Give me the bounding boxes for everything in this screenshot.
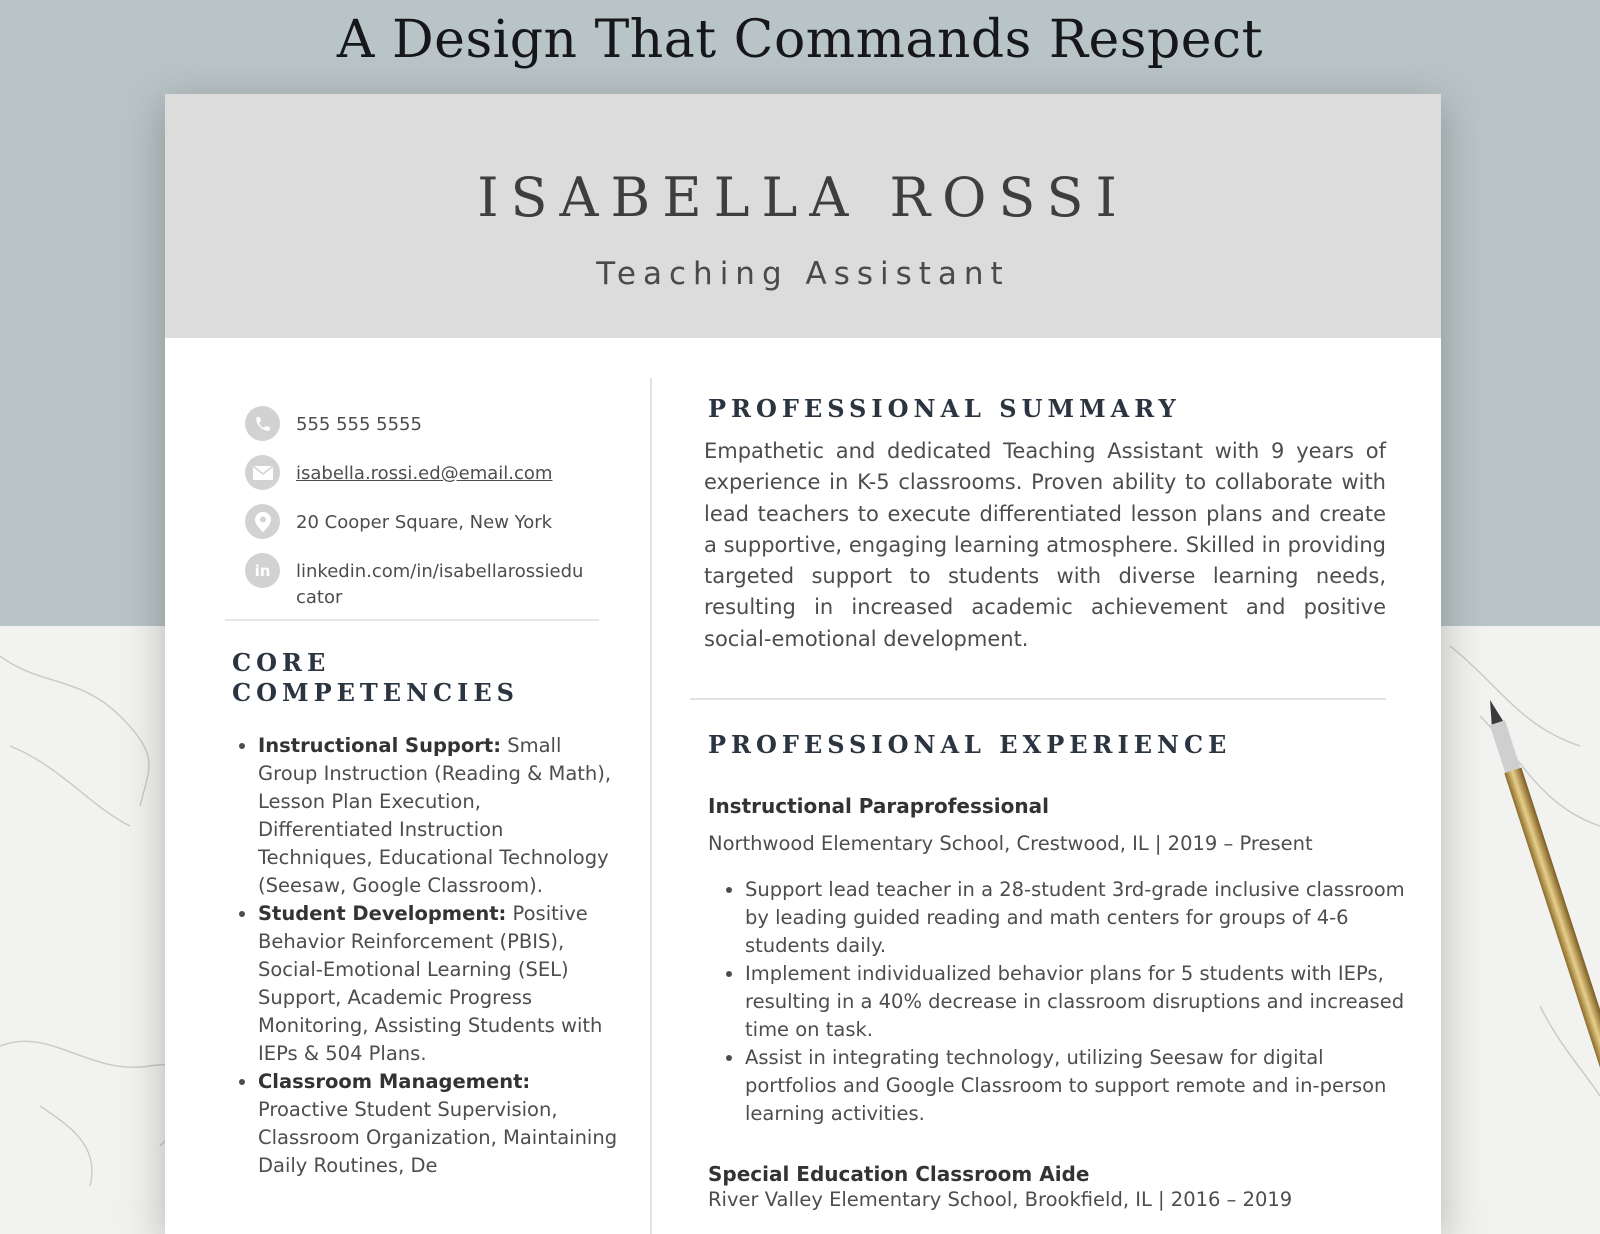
linkedin-url-line1: linkedin.com/in/isabellarossiedu: [296, 561, 584, 582]
banner-title: A Design That Commands Respect: [336, 10, 1264, 70]
linkedin-url-line2: cator: [296, 587, 343, 608]
summary-text: Empathetic and dedicated Teaching Assistant with 9 years of experience in K-5 classrooms. Proven ability to collaborate with lead teachers to execute differentiated lesson plans and create a supportive, engaging learning atmosphere. Skilled in providing targeted support to students with diverse learning needs, resulting in increased academic achievement and positive social-emotional development.: [704, 439, 1386, 651]
summary-heading: PROFESSIONAL SUMMARY: [708, 394, 1181, 423]
job-bullets: [708, 876, 1405, 1128]
pen-icon: [1470, 700, 1600, 1205]
list-item: [258, 1068, 618, 1180]
job-meta: Northwood Elementary School, Crestwood, IL | 2019 – Present: [708, 832, 1313, 855]
location-pin-icon: [245, 504, 280, 539]
competency-label: Student Development:: [258, 902, 507, 925]
contact-linkedin: [245, 553, 584, 611]
contact-phone: [245, 406, 575, 441]
job-title: Special Education Classroom Aide: [708, 1162, 1090, 1186]
competencies-heading-line2: COMPETENCIES: [232, 678, 519, 707]
candidate-name: ISABELLA ROSSI: [477, 166, 1129, 229]
contact-address: [245, 504, 575, 539]
list-item: • Implement individualized behavior plans for 5 students with IEPs, resulting in a 40% decrease in classroom disruptions and increased time on task.: [745, 960, 1405, 1044]
competency-label: Instructional Support:: [258, 734, 502, 757]
column-divider: [650, 378, 652, 1234]
right-divider: [690, 698, 1386, 700]
contact-email: [245, 455, 575, 490]
job-title: Instructional Paraprofessional: [708, 794, 1049, 818]
mail-icon: [245, 455, 280, 490]
competency-text: Positive Behavior Reinforcement (PBIS), Social-Emotional Learning (SEL) Support, Academic Progress Monitoring, Assisting Students with IEPs & 504 Plans.: [258, 902, 603, 1065]
resume-page: [165, 94, 1441, 1234]
list-item: • Support lead teacher in a 28-student 3rd-grade inclusive classroom by leading guided reading and math centers for groups of 4-6 students daily.: [745, 876, 1405, 960]
address-text: 20 Cooper Square, New York: [296, 512, 553, 533]
email-link[interactable]: isabella.rossi.ed@email.com: [296, 463, 553, 484]
candidate-role: Teaching Assistant: [596, 256, 1010, 292]
competency-text: Proactive Student Supervision, Classroom Organization, Maintaining Daily Routines, De: [258, 1098, 618, 1177]
job-meta: River Valley Elementary School, Brookfield, IL | 2016 – 2019: [708, 1188, 1293, 1211]
list-item: [258, 900, 618, 1068]
competency-text: Small Group Instruction (Reading & Math), Lesson Plan Execution, Differentiated Instruction Techniques, Educational Technology (Seesaw, Google Classroom).: [258, 734, 612, 897]
competency-label: Classroom Management:: [258, 1070, 531, 1093]
linkedin-icon: in: [245, 553, 280, 588]
experience-heading: PROFESSIONAL EXPERIENCE: [708, 730, 1232, 759]
list-item: • Assist in integrating technology, utilizing Seesaw for digital portfolios and Google Classroom to support remote and in-person learning activities.: [745, 1044, 1405, 1128]
phone-number: 555 555 5555: [296, 414, 422, 435]
competencies-heading: [232, 648, 519, 708]
left-divider: [225, 619, 599, 621]
competencies-list: [232, 732, 618, 1180]
linkedin-url[interactable]: [296, 559, 583, 611]
list-item: [258, 732, 618, 900]
competencies-heading-line1: CORE: [232, 648, 331, 677]
contact-block: [245, 406, 584, 625]
phone-icon: [245, 406, 280, 441]
